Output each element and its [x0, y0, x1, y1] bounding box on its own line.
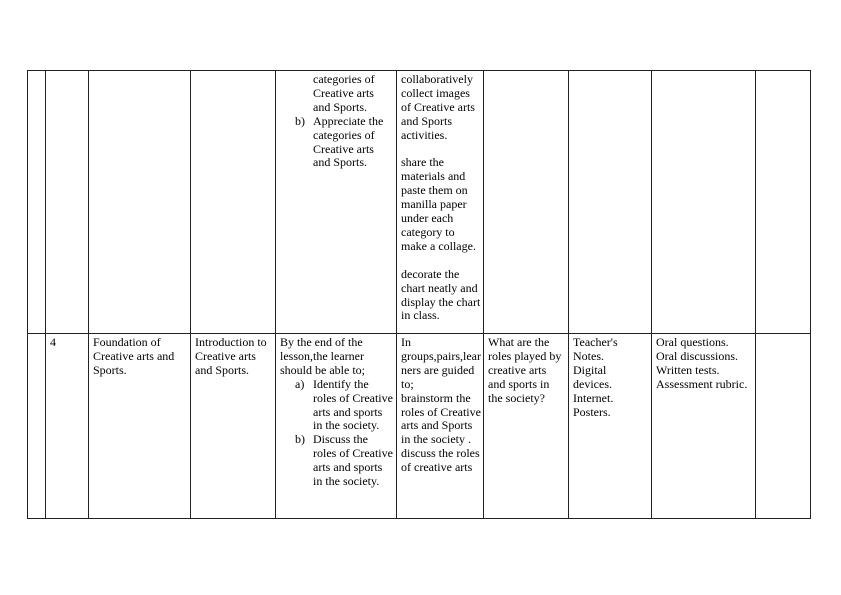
strand-cell [89, 334, 191, 519]
sub-strand-cell [191, 71, 276, 334]
resource-item: Posters. [573, 404, 611, 419]
remarks-cell [756, 71, 811, 334]
outcome-item [280, 115, 394, 171]
resources-cell [569, 71, 652, 334]
strand-cell-text: Foundation of Creative arts and Sports. [93, 335, 175, 377]
list-marker: b) [295, 113, 305, 128]
experience-paragraph [401, 143, 481, 157]
experience-paragraph: brainstorm the roles of Creative arts and Sports in the society . [401, 390, 481, 447]
experiences-cell [397, 334, 484, 519]
table-row [28, 334, 811, 519]
outcome-item [280, 433, 394, 489]
week-cell [28, 71, 46, 334]
experience-paragraph: collaboratively collect images of Creative arts and Sports activities. [401, 72, 475, 142]
outcome-continuation-text: categories of Creative arts and Sports. [313, 72, 375, 114]
experience-paragraph: share the materials and paste them on manilla paper under each category to make a collage. [401, 155, 476, 253]
table-row [28, 71, 811, 334]
assessment-item: Oral questions. [656, 335, 729, 349]
list-marker: b) [295, 432, 305, 447]
scheme-of-work-table [27, 70, 811, 519]
resource-item: Digital devices. [573, 362, 612, 391]
resource-item: Internet. [573, 390, 614, 405]
outcome-item-text: Identify the roles of Creative arts and sports in the society. [313, 376, 393, 433]
assessment-item: Assessment rubric. [656, 376, 748, 391]
assessment-cell [652, 334, 756, 519]
key-inquiry-cell-text: What are the roles played by creative arts and sports in the society? [488, 335, 562, 405]
experience-paragraph: decorate the chart neatly and display the chart in class. [401, 266, 481, 323]
week-cell [28, 334, 46, 519]
outcome-item-text: Appreciate the categories of Creative arts and Sports. [313, 113, 384, 170]
outcome-item [280, 378, 394, 434]
key-inquiry-cell [484, 334, 569, 519]
resources-cell [569, 334, 652, 519]
lesson-cell [46, 334, 89, 519]
strand-cell [89, 71, 191, 334]
lesson-cell [46, 71, 89, 334]
assessment-item: Oral discussions. [656, 348, 738, 363]
experiences-cell [397, 71, 484, 334]
sub-strand-cell-text: Introduction to Creative arts and Sports. [195, 335, 267, 377]
list-marker: a) [295, 376, 305, 391]
experience-paragraph: discuss the roles of creative arts [401, 446, 480, 475]
assessment-item: Written tests. [656, 362, 720, 377]
experience-paragraph: In groups,pairs,learners are guided to; [401, 335, 481, 391]
outcomes-cell [276, 334, 397, 519]
outcomes-intro-text: By the end of the lesson,the learner should be able to; [280, 335, 365, 377]
resource-item: Teacher's Notes. [573, 335, 618, 363]
table-body [28, 71, 811, 519]
experience-paragraph [401, 254, 481, 268]
outcomes-cell [276, 71, 397, 334]
remarks-cell [756, 334, 811, 519]
outcome-item-text: Discuss the roles of Creative arts and sports in the society. [313, 432, 393, 489]
key-inquiry-cell [484, 71, 569, 334]
lesson-cell-text: 4 [50, 335, 56, 349]
sub-strand-cell [191, 334, 276, 519]
assessment-cell [652, 71, 756, 334]
